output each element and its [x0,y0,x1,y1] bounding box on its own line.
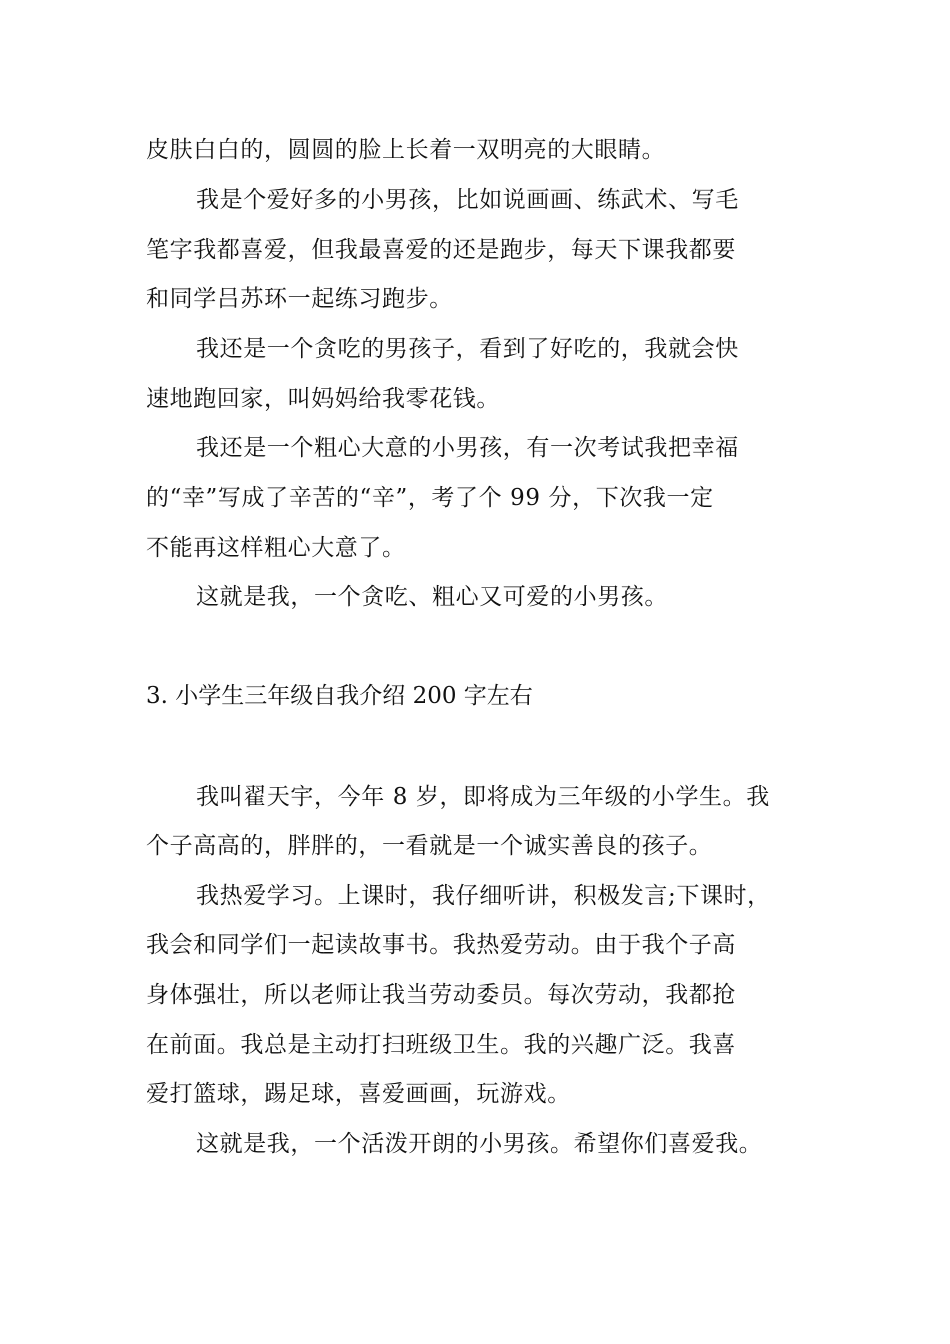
section-heading: 3. 小学生三年级自我介绍 200 字左右 [146,683,533,709]
paragraph-line: 皮肤白白的，圆圆的脸上长着一双明亮的大眼睛。 [146,137,666,163]
paragraph-line: 我会和同学们一起读故事书。我热爱劳动。由于我个子高 [146,932,736,958]
paragraph-line: 我还是一个贪吃的男孩子，看到了好吃的，我就会快 [196,336,739,362]
paragraph-line: 和同学吕苏环一起练习跑步。 [146,286,453,312]
paragraph-line: 身体强壮，所以老师让我当劳动委员。每次劳动，我都抢 [146,982,736,1008]
paragraph-line: 在前面。我总是主动打扫班级卫生。我的兴趣广泛。我喜 [146,1032,736,1058]
paragraph-line: 速地跑回家，叫妈妈给我零花钱。 [146,386,500,412]
paragraph-line: 我还是一个粗心大意的小男孩，有一次考试我把幸福 [196,435,739,461]
paragraph-line: 这就是我，一个贪吃、粗心又可爱的小男孩。 [196,584,668,610]
paragraph-line: 我是个爱好多的小男孩，比如说画画、练武术、写毛 [196,187,739,213]
paragraph-line: 这就是我，一个活泼开朗的小男孩。希望你们喜爱我。 [196,1131,763,1157]
paragraph-line: 不能再这样粗心大意了。 [146,535,406,561]
paragraph-line: 爱打篮球，踢足球，喜爱画画，玩游戏。 [146,1081,571,1107]
paragraph-line: 笔字我都喜爱，但我最喜爱的还是跑步，每天下课我都要 [146,237,736,263]
paragraph-line: 我热爱学习。上课时，我仔细听讲，积极发言;下课时， [196,883,771,909]
paragraph-line: 的“幸”写成了辛苦的“辛”，考了个 99 分，下次我一定 [146,485,714,511]
paragraph-line: 我叫翟天宇，今年 8 岁，即将成为三年级的小学生。我 [196,784,770,810]
paragraph-line: 个子高高的，胖胖的，一看就是一个诚实善良的孩子。 [146,833,713,859]
